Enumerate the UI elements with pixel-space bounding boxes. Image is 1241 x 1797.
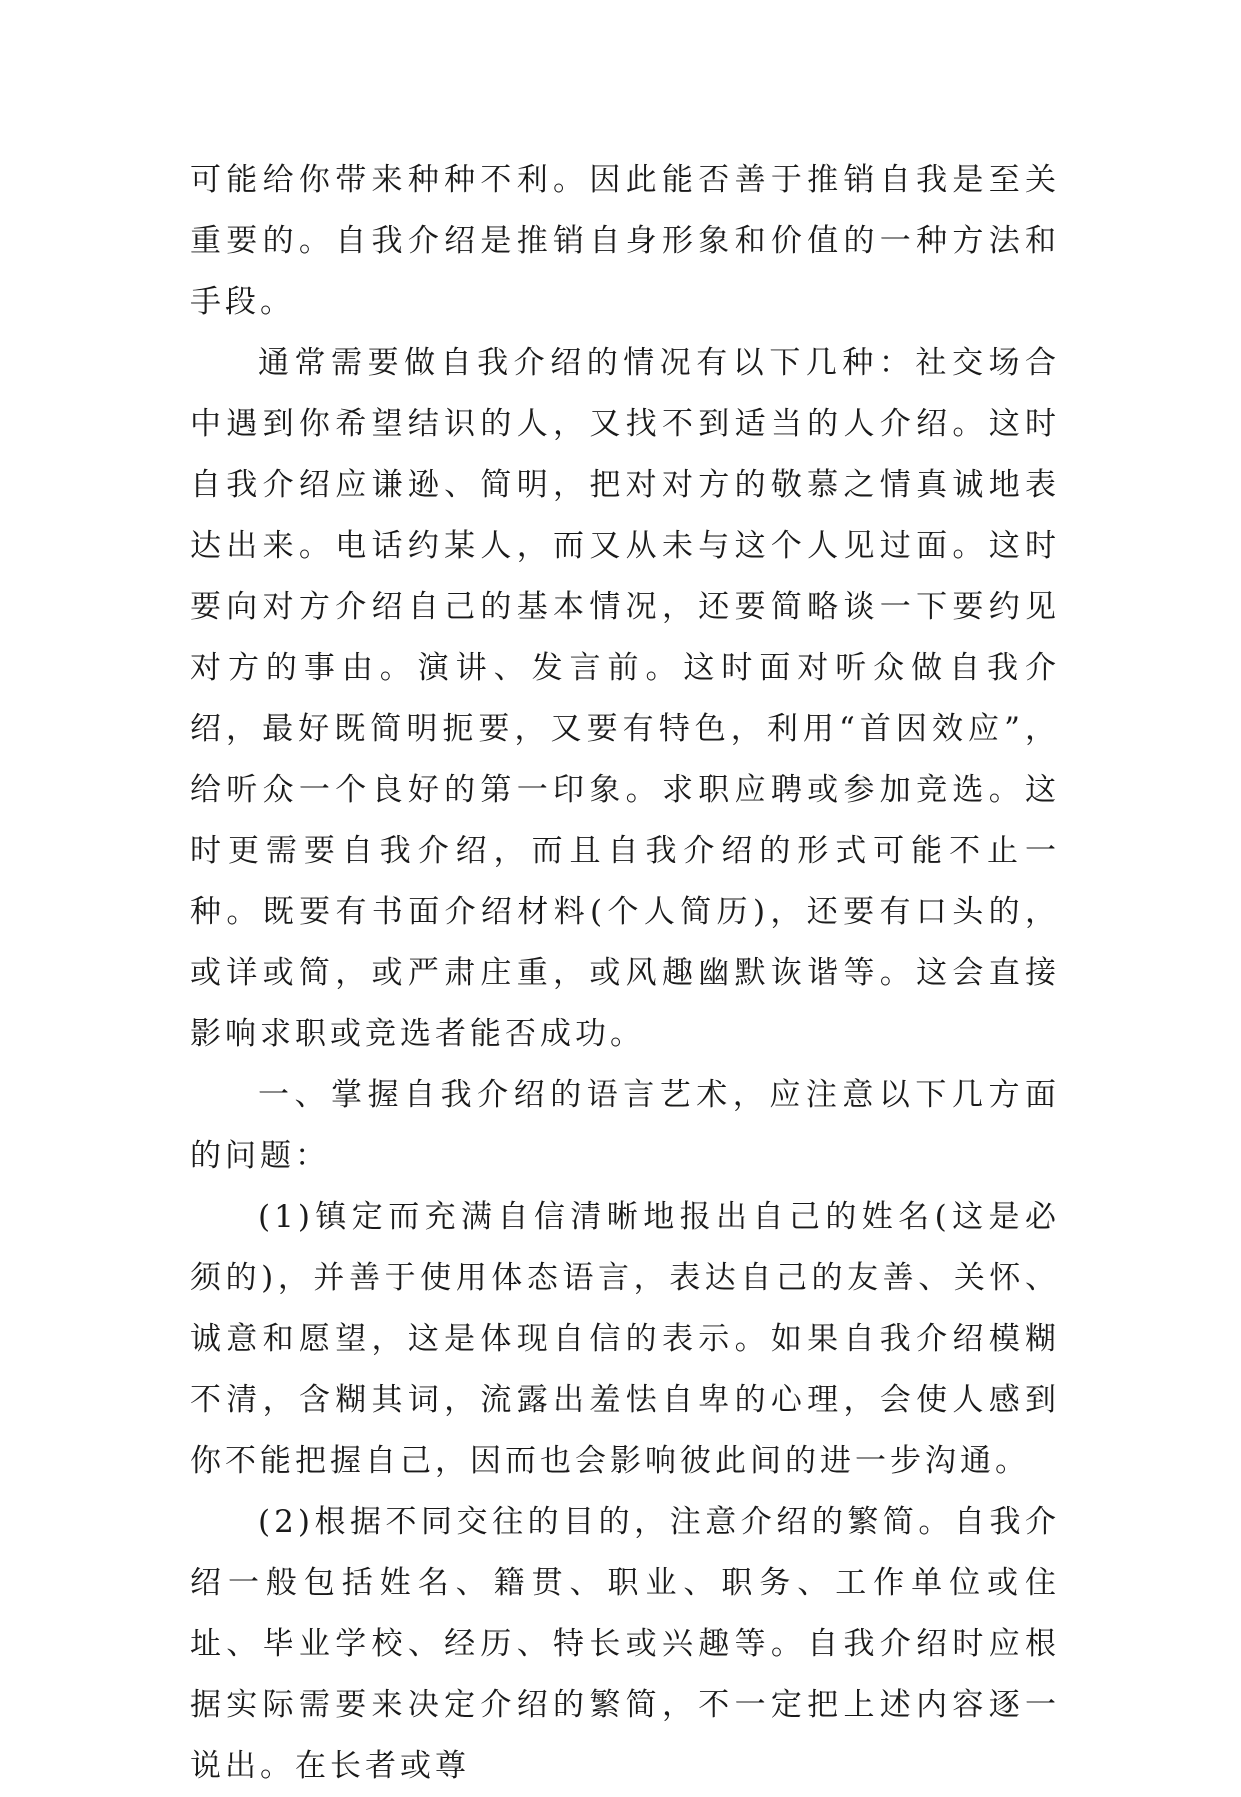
paragraph-point-2: (2)根据不同交往的目的，注意介绍的繁简。自我介绍一般包括姓名、籍贯、职业、职务、工作单位或住址、毕业学校、经历、特长或兴趣等。自我介绍时应根据实际需要来决定介绍的繁简，不一定把上述内容逐一说出。在长者或尊 <box>190 1504 1060 1784</box>
paragraph-point-1: (1)镇定而充满自信清晰地报出自己的姓名(这是必须的)，并善于使用体态语言，表达自己的友善、关怀、诚意和愿望，这是体现自信的表示。如果自我介绍模糊不清，含糊其词，流露出羞怯自卑的心理，会使人感到你不能把握自己，因而也会影响彼此间的进一步沟通。 <box>190 1199 1060 1479</box>
paragraph-self-intro-situations: 通常需要做自我介绍的情况有以下几种：社交场合中遇到你希望结识的人，又找不到适当的人介绍。这时自我介绍应谦逊、简明，把对对方的敬慕之情真诚地表达出来。电话约某人，而又从未与这个人见过面。这时要向对方介绍自己的基本情况，还要简略谈一下要约见对方的事由。演讲、发言前。这时面对听众做自我介绍，最好既简明扼要，又要有特色，利用“首因效应”，给听众一个良好的第一印象。求职应聘或参加竞选。这时更需要自我介绍，而且自我介绍的形式可能不止一种。既要有书面介绍材料(个人简历)，还要有口头的，或详或简，或严肃庄重，或风趣幽默诙谐等。这会直接影响求职或竞选者能否成功。 <box>190 345 1060 1052</box>
paragraph-continuation: 可能给你带来种种不利。因此能否善于推销自我是至关重要的。自我介绍是推销自身形象和价值的一种方法和手段。 <box>190 162 1060 320</box>
paragraph-section-heading: 一、掌握自我介绍的语言艺术，应注意以下几方面的问题： <box>190 1077 1060 1174</box>
document-body <box>190 150 1060 1797</box>
